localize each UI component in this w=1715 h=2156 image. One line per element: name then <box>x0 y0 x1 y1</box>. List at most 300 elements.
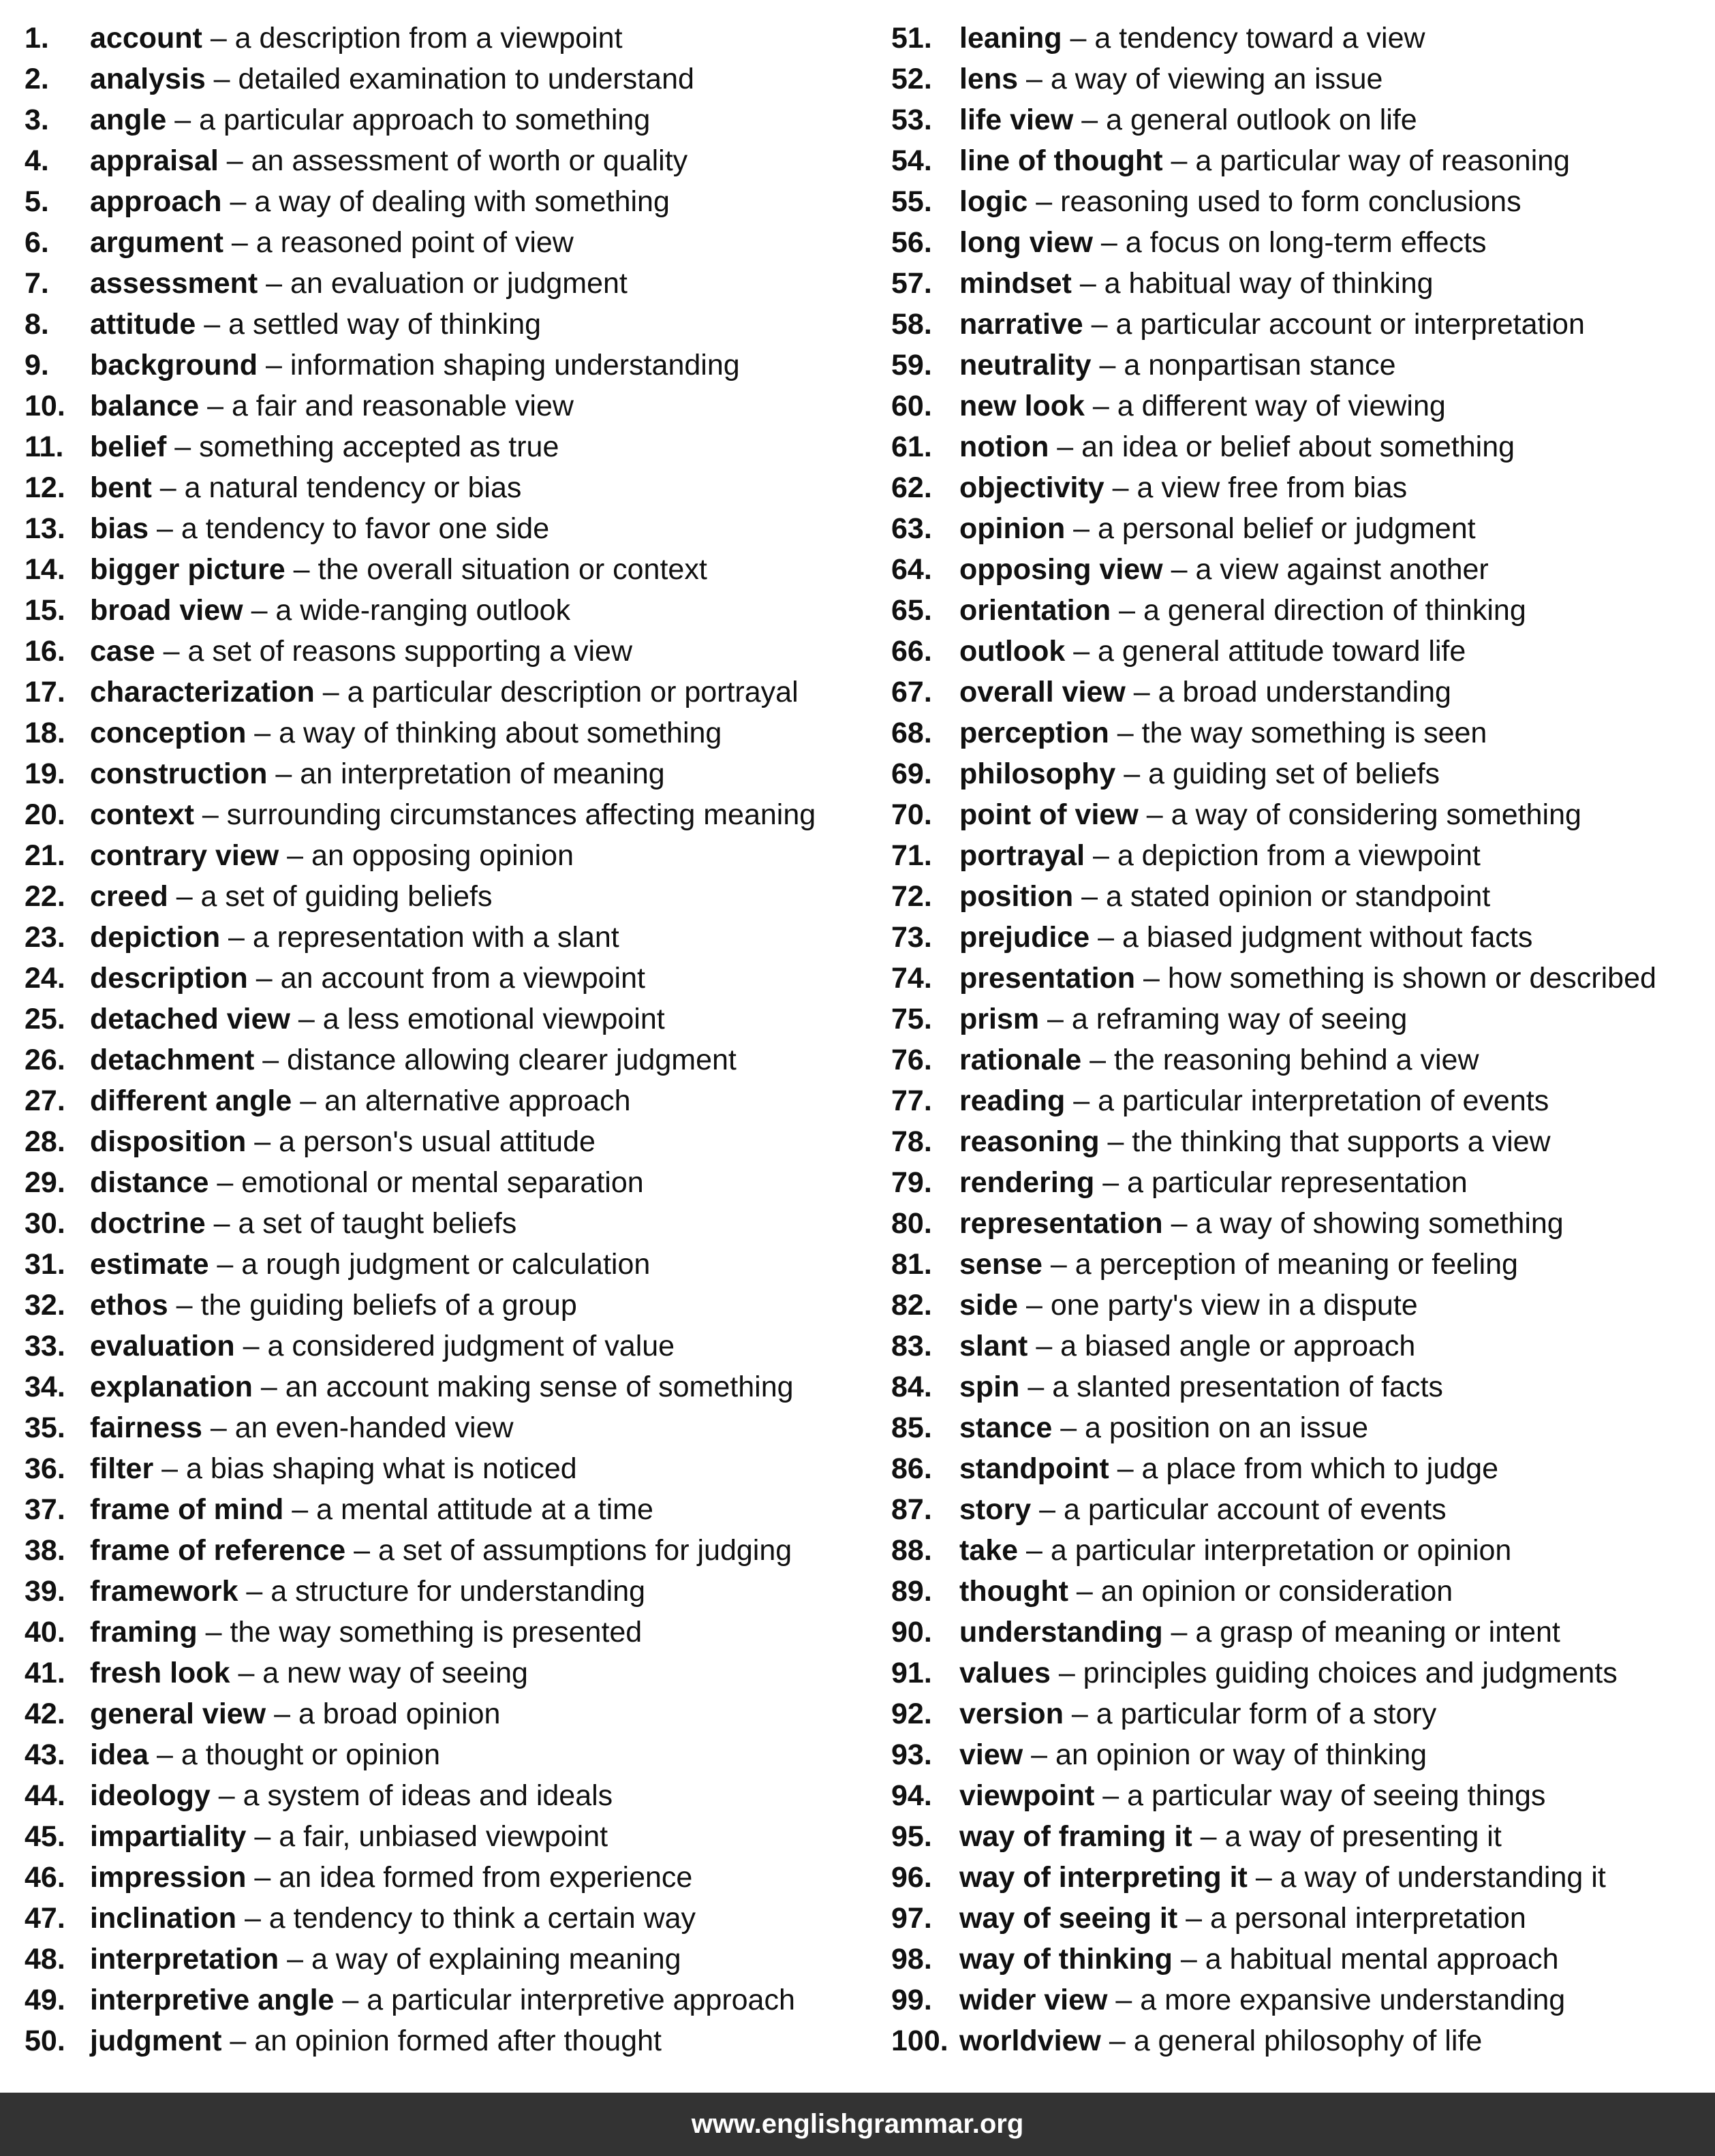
item-definition: – an idea formed from experience <box>246 1861 693 1894</box>
item-number: 36. <box>25 1452 65 1485</box>
list-item <box>891 1775 1709 1816</box>
item-definition: – a stated opinion or standpoint <box>1073 880 1491 913</box>
item-definition: – a particular account of events <box>1031 1493 1447 1526</box>
item-term: story <box>959 1493 1032 1526</box>
list-item <box>891 1693 1709 1734</box>
item-term: attitude <box>90 308 196 341</box>
item-number: 34. <box>25 1371 65 1403</box>
item-number: 33. <box>25 1330 65 1362</box>
item-definition: – an interpretation of meaning <box>267 757 665 790</box>
item-text <box>959 1448 1498 1489</box>
item-term: presentation <box>959 962 1136 995</box>
item-term: account <box>90 22 202 54</box>
item-number: 69. <box>891 757 932 790</box>
item-text <box>959 1571 1453 1612</box>
item-definition: – a particular form of a story <box>1063 1698 1437 1730</box>
item-term: appraisal <box>90 144 219 177</box>
item-definition: – a general direction of thinking <box>1111 594 1526 627</box>
item-definition: – an account from a viewpoint <box>247 962 645 995</box>
item-number: 46. <box>25 1861 65 1894</box>
item-text <box>90 631 632 672</box>
item-term: different angle <box>90 1084 292 1117</box>
item-number: 50. <box>25 2025 65 2057</box>
item-text <box>90 917 619 958</box>
item-text <box>90 1080 631 1121</box>
item-definition: – a bias shaping what is noticed <box>153 1452 577 1485</box>
item-term: mindset <box>959 267 1072 300</box>
item-definition: – a view against another <box>1162 553 1489 586</box>
list-item <box>25 59 869 99</box>
item-number: 5. <box>25 185 49 218</box>
list-item <box>891 1816 1709 1857</box>
item-number: 89. <box>891 1575 932 1608</box>
item-number: 70. <box>891 798 932 831</box>
item-term: analysis <box>90 63 206 95</box>
item-definition: – an account making sense of something <box>252 1371 794 1403</box>
list-item <box>25 426 869 467</box>
list-item <box>25 1489 869 1530</box>
item-definition: – a particular way of seeing things <box>1094 1779 1546 1812</box>
item-number: 17. <box>25 676 65 708</box>
item-definition: – a habitual mental approach <box>1172 1943 1559 1975</box>
item-text <box>90 1162 644 1203</box>
list-item <box>891 917 1709 958</box>
list-item <box>891 1489 1709 1530</box>
list-item <box>891 713 1709 753</box>
item-text <box>959 18 1425 59</box>
item-term: worldview <box>959 2025 1101 2057</box>
list-item <box>891 1326 1709 1366</box>
list-item <box>891 99 1709 140</box>
item-number: 64. <box>891 553 932 586</box>
list-item <box>891 1571 1709 1612</box>
list-item <box>25 1162 869 1203</box>
item-term: depiction <box>90 921 221 954</box>
item-number: 99. <box>891 1984 932 2016</box>
item-definition: – the reasoning behind a view <box>1081 1044 1479 1076</box>
list-item <box>25 181 869 222</box>
list-item <box>891 508 1709 549</box>
item-number: 8. <box>25 308 49 341</box>
item-term: orientation <box>959 594 1111 627</box>
item-definition: – an assessment of worth or quality <box>218 144 688 177</box>
item-number: 87. <box>891 1493 932 1526</box>
item-term: description <box>90 962 248 995</box>
item-text <box>959 1326 1415 1366</box>
item-term: distance <box>90 1166 209 1199</box>
item-term: ethos <box>90 1289 168 1322</box>
item-text <box>90 876 492 917</box>
item-definition: – a tendency to favor one side <box>149 512 550 545</box>
item-definition: – a tendency to think a certain way <box>236 1902 696 1935</box>
item-number: 68. <box>891 717 932 749</box>
list-item <box>25 1407 869 1448</box>
item-text <box>959 1407 1368 1448</box>
item-text <box>90 1898 696 1939</box>
item-number: 56. <box>891 226 932 259</box>
item-term: judgment <box>90 2025 222 2057</box>
item-text <box>90 1530 792 1571</box>
item-text <box>959 549 1489 590</box>
item-text <box>90 1448 577 1489</box>
list-item <box>25 631 869 672</box>
item-text <box>959 1857 1606 1898</box>
item-definition: – principles guiding choices and judgments <box>1050 1657 1618 1689</box>
item-text <box>959 140 1570 181</box>
item-definition: – a general outlook on life <box>1073 104 1417 136</box>
item-number: 71. <box>891 839 932 872</box>
item-definition: – a slanted presentation of facts <box>1019 1371 1443 1403</box>
item-term: framework <box>90 1575 238 1608</box>
item-text <box>959 1734 1427 1775</box>
list-item <box>25 549 869 590</box>
item-definition: – the overall situation or context <box>285 553 707 586</box>
item-text <box>959 1775 1545 1816</box>
item-term: interpretive angle <box>90 1984 335 2016</box>
list-item <box>891 181 1709 222</box>
item-number: 72. <box>891 880 932 913</box>
list-item <box>25 917 869 958</box>
item-number: 63. <box>891 512 932 545</box>
item-term: frame of mind <box>90 1493 284 1526</box>
item-definition: – a biased angle or approach <box>1028 1330 1416 1362</box>
item-number: 13. <box>25 512 65 545</box>
item-definition: – an even-handed view <box>202 1411 514 1444</box>
item-definition: – a nonpartisan stance <box>1091 349 1396 381</box>
list-item <box>25 1775 869 1816</box>
list-item <box>891 304 1709 345</box>
item-term: rendering <box>959 1166 1095 1199</box>
list-item <box>25 713 869 753</box>
item-text <box>90 1939 681 1980</box>
item-term: approach <box>90 185 222 218</box>
list-item <box>25 1244 869 1285</box>
item-term: position <box>959 880 1074 913</box>
item-text <box>90 1571 645 1612</box>
item-text <box>90 1121 596 1162</box>
item-definition: – a set of guiding beliefs <box>168 880 493 913</box>
item-term: understanding <box>959 1616 1163 1649</box>
item-text <box>90 1326 675 1366</box>
word-list-column-left <box>25 18 869 2061</box>
item-term: ideology <box>90 1779 211 1812</box>
item-term: impression <box>90 1861 247 1894</box>
item-term: angle <box>90 104 167 136</box>
item-definition: – distance allowing clearer judgment <box>254 1044 737 1076</box>
item-text <box>90 18 623 59</box>
item-definition: – a grasp of meaning or intent <box>1162 1616 1560 1649</box>
item-number: 88. <box>891 1534 932 1567</box>
list-item <box>25 1980 869 2020</box>
item-text <box>959 1530 1511 1571</box>
item-definition: – how something is shown or described <box>1135 962 1656 995</box>
item-text <box>959 1612 1560 1653</box>
item-number: 76. <box>891 1044 932 1076</box>
item-term: doctrine <box>90 1207 206 1240</box>
item-number: 6. <box>25 226 49 259</box>
item-text <box>959 1939 1559 1980</box>
item-text <box>959 999 1407 1040</box>
list-item <box>25 1653 869 1693</box>
list-item <box>891 1366 1709 1407</box>
item-number: 77. <box>891 1084 932 1117</box>
item-text <box>90 713 722 753</box>
item-text <box>90 467 521 508</box>
item-number: 83. <box>891 1330 932 1362</box>
item-term: version <box>959 1698 1064 1730</box>
item-text <box>90 181 670 222</box>
item-definition: – a person's usual attitude <box>246 1125 596 1158</box>
item-definition: – an opposing opinion <box>279 839 574 872</box>
item-number: 79. <box>891 1166 932 1199</box>
item-number: 91. <box>891 1657 932 1689</box>
list-item <box>891 2020 1709 2061</box>
item-definition: – a wide-ranging outlook <box>243 594 571 627</box>
item-text <box>90 222 574 263</box>
item-definition: – a set of assumptions for judging <box>345 1534 792 1567</box>
list-item <box>25 508 869 549</box>
item-text <box>959 1898 1526 1939</box>
item-term: detachment <box>90 1044 255 1076</box>
item-number: 42. <box>25 1698 65 1730</box>
item-number: 93. <box>891 1738 932 1771</box>
item-definition: – a description from a viewpoint <box>202 22 623 54</box>
item-definition: – a place from which to judge <box>1109 1452 1499 1485</box>
item-text <box>90 1816 608 1857</box>
item-term: way of framing it <box>959 1820 1192 1853</box>
item-definition: – the way something is seen <box>1109 717 1487 749</box>
item-text <box>959 508 1476 549</box>
item-text <box>959 1162 1468 1203</box>
list-item <box>25 1571 869 1612</box>
list-item <box>891 1530 1709 1571</box>
list-item <box>25 222 869 263</box>
list-item <box>25 386 869 426</box>
item-term: view <box>959 1738 1023 1771</box>
item-number: 94. <box>891 1779 932 1812</box>
item-text <box>90 1612 642 1653</box>
list-item <box>891 467 1709 508</box>
item-number: 39. <box>25 1575 65 1608</box>
item-definition: – a way of considering something <box>1138 798 1581 831</box>
list-item <box>25 18 869 59</box>
item-term: standpoint <box>959 1452 1109 1485</box>
item-definition: – information shaping understanding <box>258 349 740 381</box>
item-text <box>90 1285 577 1326</box>
list-item <box>891 999 1709 1040</box>
item-number: 86. <box>891 1452 932 1485</box>
list-item <box>25 140 869 181</box>
list-item <box>891 1898 1709 1939</box>
item-term: contrary view <box>90 839 279 872</box>
item-definition: – a more expansive understanding <box>1107 1984 1566 2016</box>
item-text <box>959 467 1407 508</box>
item-definition: – a different way of viewing <box>1084 390 1446 422</box>
item-term: values <box>959 1657 1051 1689</box>
list-item <box>891 426 1709 467</box>
item-number: 16. <box>25 635 65 668</box>
item-number: 30. <box>25 1207 65 1240</box>
list-item <box>25 1326 869 1366</box>
item-text <box>90 304 541 345</box>
item-definition: – an evaluation or judgment <box>258 267 628 300</box>
item-text <box>959 181 1521 222</box>
item-definition: – a broad opinion <box>266 1698 501 1730</box>
list-item <box>25 1121 869 1162</box>
item-text <box>959 713 1487 753</box>
item-term: framing <box>90 1616 198 1649</box>
item-text <box>959 1366 1443 1407</box>
item-definition: – a way of presenting it <box>1192 1820 1502 1853</box>
item-number: 43. <box>25 1738 65 1771</box>
item-text <box>90 345 740 386</box>
list-item <box>891 1203 1709 1244</box>
item-term: context <box>90 798 194 831</box>
item-term: outlook <box>959 635 1066 668</box>
site-url: www.englishgrammar.org <box>691 2109 1024 2139</box>
item-number: 53. <box>891 104 932 136</box>
item-term: slant <box>959 1330 1028 1362</box>
item-term: background <box>90 349 258 381</box>
item-definition: – a view free from bias <box>1104 471 1408 504</box>
item-term: new look <box>959 390 1085 422</box>
item-definition: – one party's view in a dispute <box>1018 1289 1418 1322</box>
item-number: 65. <box>891 594 932 627</box>
list-item <box>25 1366 869 1407</box>
item-number: 49. <box>25 1984 65 2016</box>
list-item <box>891 1857 1709 1898</box>
item-text <box>959 99 1417 140</box>
item-definition: – a structure for understanding <box>238 1575 646 1608</box>
item-definition: – a way of viewing an issue <box>1018 63 1383 95</box>
list-item <box>891 753 1709 794</box>
item-definition: – an opinion formed after thought <box>221 2025 662 2057</box>
item-definition: – a particular way of reasoning <box>1162 144 1571 177</box>
item-number: 2. <box>25 63 49 95</box>
item-term: way of interpreting it <box>959 1861 1248 1894</box>
item-number: 60. <box>891 390 932 422</box>
list-item <box>25 1448 869 1489</box>
item-number: 41. <box>25 1657 65 1689</box>
item-definition: – a habitual way of thinking <box>1071 267 1434 300</box>
item-number: 14. <box>25 553 65 586</box>
item-definition: – a focus on long-term effects <box>1092 226 1487 259</box>
item-text <box>959 958 1656 999</box>
item-term: way of thinking <box>959 1943 1173 1975</box>
item-number: 11. <box>25 431 64 463</box>
item-text <box>90 386 574 426</box>
item-number: 3. <box>25 104 49 136</box>
item-text <box>90 1040 737 1080</box>
item-number: 22. <box>25 880 65 913</box>
list-item <box>891 1734 1709 1775</box>
item-text <box>959 1080 1549 1121</box>
item-definition: – a depiction from a viewpoint <box>1085 839 1481 872</box>
item-term: balance <box>90 390 200 422</box>
item-definition: – reasoning used to form conclusions <box>1028 185 1521 218</box>
item-number: 1. <box>25 22 49 54</box>
item-term: perception <box>959 717 1109 749</box>
list-item <box>891 876 1709 917</box>
item-number: 4. <box>25 144 49 177</box>
item-text <box>959 426 1515 467</box>
list-item <box>25 876 869 917</box>
item-number: 75. <box>891 1003 932 1035</box>
item-number: 73. <box>891 921 932 954</box>
item-text <box>90 794 816 835</box>
item-term: rationale <box>959 1044 1082 1076</box>
item-text <box>90 590 570 631</box>
item-number: 47. <box>25 1902 65 1935</box>
item-text <box>90 549 707 590</box>
item-term: notion <box>959 431 1049 463</box>
item-text <box>90 1407 514 1448</box>
list-item <box>25 835 869 876</box>
item-definition: – a broad understanding <box>1125 676 1451 708</box>
item-text <box>959 876 1490 917</box>
item-definition: – an opinion or consideration <box>1068 1575 1453 1608</box>
list-item <box>891 590 1709 631</box>
list-item <box>891 1080 1709 1121</box>
list-item <box>891 1448 1709 1489</box>
item-term: bigger picture <box>90 553 285 586</box>
item-definition: – a rough judgment or calculation <box>208 1248 651 1281</box>
list-item <box>25 1898 869 1939</box>
item-definition: – an idea or belief about something <box>1049 431 1515 463</box>
item-term: filter <box>90 1452 154 1485</box>
list-item <box>891 386 1709 426</box>
item-definition: – a considered judgment of value <box>234 1330 675 1362</box>
item-term: idea <box>90 1738 149 1771</box>
item-term: opinion <box>959 512 1066 545</box>
item-term: conception <box>90 717 247 749</box>
item-number: 57. <box>891 267 932 300</box>
item-term: estimate <box>90 1248 209 1281</box>
item-text <box>959 1489 1447 1530</box>
list-item <box>25 958 869 999</box>
item-text <box>90 1244 650 1285</box>
list-item <box>891 1980 1709 2020</box>
item-text <box>959 1121 1551 1162</box>
item-term: opposing view <box>959 553 1163 586</box>
item-number: 21. <box>25 839 65 872</box>
item-definition: – a personal interpretation <box>1177 1902 1526 1935</box>
item-definition: – a way of understanding it <box>1247 1861 1606 1894</box>
item-number: 62. <box>891 471 932 504</box>
item-term: point of view <box>959 798 1139 831</box>
list-item <box>891 1612 1709 1653</box>
item-number: 84. <box>891 1371 932 1403</box>
item-term: frame of reference <box>90 1534 346 1567</box>
item-term: interpretation <box>90 1943 279 1975</box>
item-number: 85. <box>891 1411 932 1444</box>
item-text <box>90 1857 692 1898</box>
item-term: logic <box>959 185 1028 218</box>
item-definition: – a biased judgment without facts <box>1090 921 1533 954</box>
item-text <box>959 631 1466 672</box>
list-item <box>891 672 1709 713</box>
list-item <box>25 1734 869 1775</box>
item-term: viewpoint <box>959 1779 1095 1812</box>
list-item <box>891 1939 1709 1980</box>
item-term: philosophy <box>959 757 1116 790</box>
item-text <box>90 835 574 876</box>
item-number: 59. <box>891 349 932 381</box>
item-term: argument <box>90 226 223 259</box>
list-item <box>25 1816 869 1857</box>
item-number: 24. <box>25 962 65 995</box>
item-term: prism <box>959 1003 1040 1035</box>
